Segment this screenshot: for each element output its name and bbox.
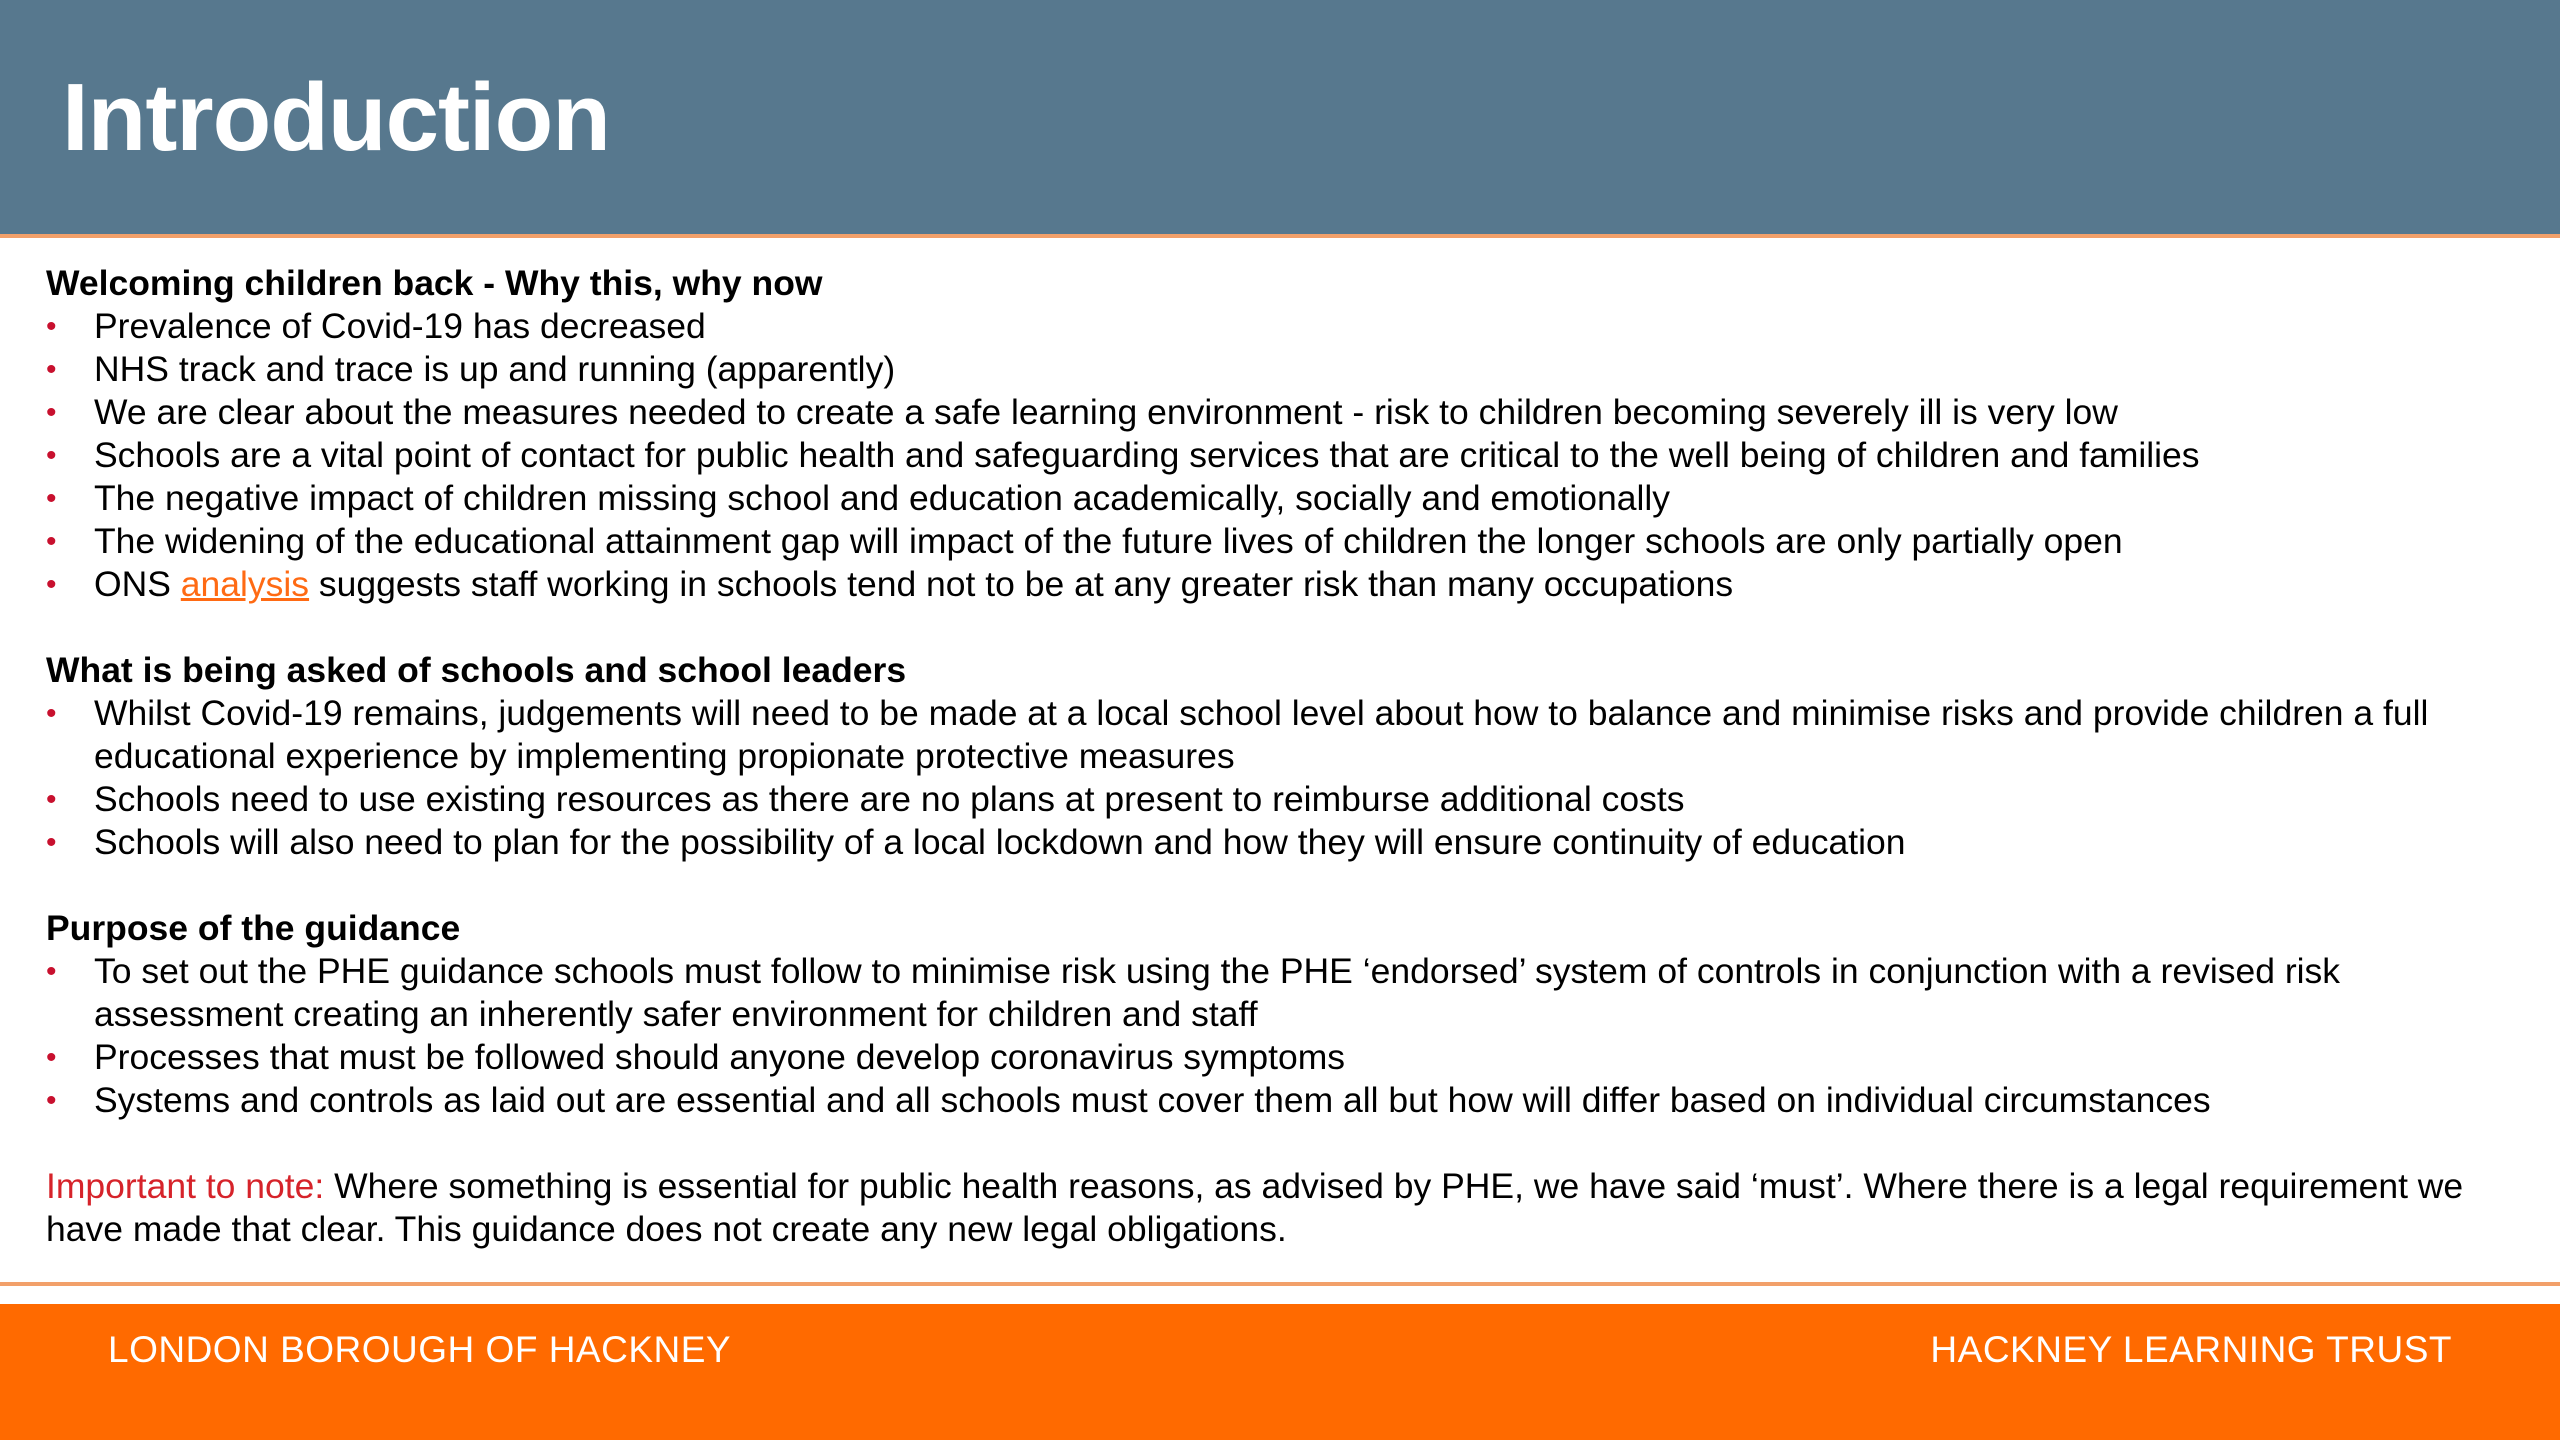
list-item [46, 391, 2476, 434]
footer-org-left: LONDON BOROUGH OF HACKNEY [108, 1329, 732, 1370]
bullet-text: Systems and controls as laid out are essential and all schools must cover them all but how will differ based on individual circumstances [94, 1080, 2211, 1120]
list-item [46, 477, 2476, 520]
list-item [46, 1036, 2476, 1079]
bullet-text: Whilst Covid-19 remains, judgements will need to be made at a local school level about how to balance and minimise risks and provide children a full educational experience by implementing propionate protective measures [94, 693, 2429, 776]
list-item [46, 305, 2476, 348]
bullet-text: Prevalence of Covid-19 has decreased [94, 306, 706, 346]
section-heading: Welcoming children back - Why this, why now [46, 263, 823, 303]
bullet-icon: • [46, 1084, 57, 1117]
list-item [46, 778, 2476, 821]
slide-content [46, 262, 2476, 1287]
ons-analysis-link[interactable]: analysis [180, 564, 310, 604]
bullet-icon: • [46, 826, 57, 859]
list-item [46, 348, 2476, 391]
slide-footer [0, 1304, 2560, 1440]
bullet-icon: • [46, 396, 57, 429]
bullet-list [46, 692, 2476, 864]
bullet-list [46, 305, 2476, 606]
bullet-text-suffix: suggests staff working in schools tend not to be at any greater risk than many occupations [309, 564, 1734, 604]
bullet-text: Schools are a vital point of contact for public health and safeguarding services that are critical to the well being of children and families [94, 435, 2200, 475]
note-text: Where something is essential for public health reasons, as advised by PHE, we have said ‘must’. Where there is a legal requirement we have made that clear. This guidance does not create any new legal obligations. [46, 1166, 2464, 1249]
bullet-text: Schools need to use existing resources as there are no plans at present to reimburse additional costs [94, 779, 1685, 819]
section-heading: What is being asked of schools and school leaders [46, 650, 907, 690]
list-item [46, 1079, 2476, 1122]
bullet-icon: • [46, 310, 57, 343]
slide-title: Introduction [62, 64, 610, 171]
bullet-text: We are clear about the measures needed to create a safe learning environment - risk to children becoming severely ill is very low [94, 392, 2118, 432]
slide-header [0, 0, 2560, 234]
list-item [46, 434, 2476, 477]
bullet-icon: • [46, 955, 57, 988]
section-asked-of-schools [46, 649, 2476, 864]
bullet-list [46, 950, 2476, 1122]
bullet-text-prefix: ONS [94, 564, 181, 604]
bullet-text: Processes that must be followed should anyone develop coronavirus symptoms [94, 1037, 1346, 1077]
section-heading: Purpose of the guidance [46, 908, 461, 948]
note-label: Important to note: [46, 1166, 325, 1206]
section-why-now [46, 262, 2476, 606]
bullet-icon: • [46, 439, 57, 472]
section-purpose [46, 907, 2476, 1122]
bullet-text: To set out the PHE guidance schools must follow to minimise risk using the PHE ‘endorsed’ system of controls in conjunction with a revised risk assessment creating an inherently safer environment for children and staff [94, 951, 2341, 1034]
bullet-icon: • [46, 353, 57, 386]
bullet-icon: • [46, 568, 57, 601]
header-divider [0, 234, 2560, 238]
list-item [46, 692, 2476, 778]
footer-divider [0, 1282, 2560, 1286]
list-item [46, 821, 2476, 864]
footer-org-right: HACKNEY LEARNING TRUST [1930, 1329, 2452, 1370]
bullet-text: NHS track and trace is up and running (apparently) [94, 349, 896, 389]
list-item [46, 563, 2476, 606]
list-item [46, 950, 2476, 1036]
bullet-text: The negative impact of children missing school and education academically, socially and emotionally [94, 478, 1670, 518]
list-item [46, 520, 2476, 563]
bullet-icon: • [46, 525, 57, 558]
bullet-icon: • [46, 1041, 57, 1074]
bullet-text: The widening of the educational attainment gap will impact of the future lives of children the longer schools are only partially open [94, 521, 2123, 561]
bullet-text: Schools will also need to plan for the possibility of a local lockdown and how they will ensure continuity of education [94, 822, 1906, 862]
important-note [46, 1165, 2476, 1251]
bullet-icon: • [46, 482, 57, 515]
bullet-icon: • [46, 783, 57, 816]
bullet-icon: • [46, 697, 57, 730]
